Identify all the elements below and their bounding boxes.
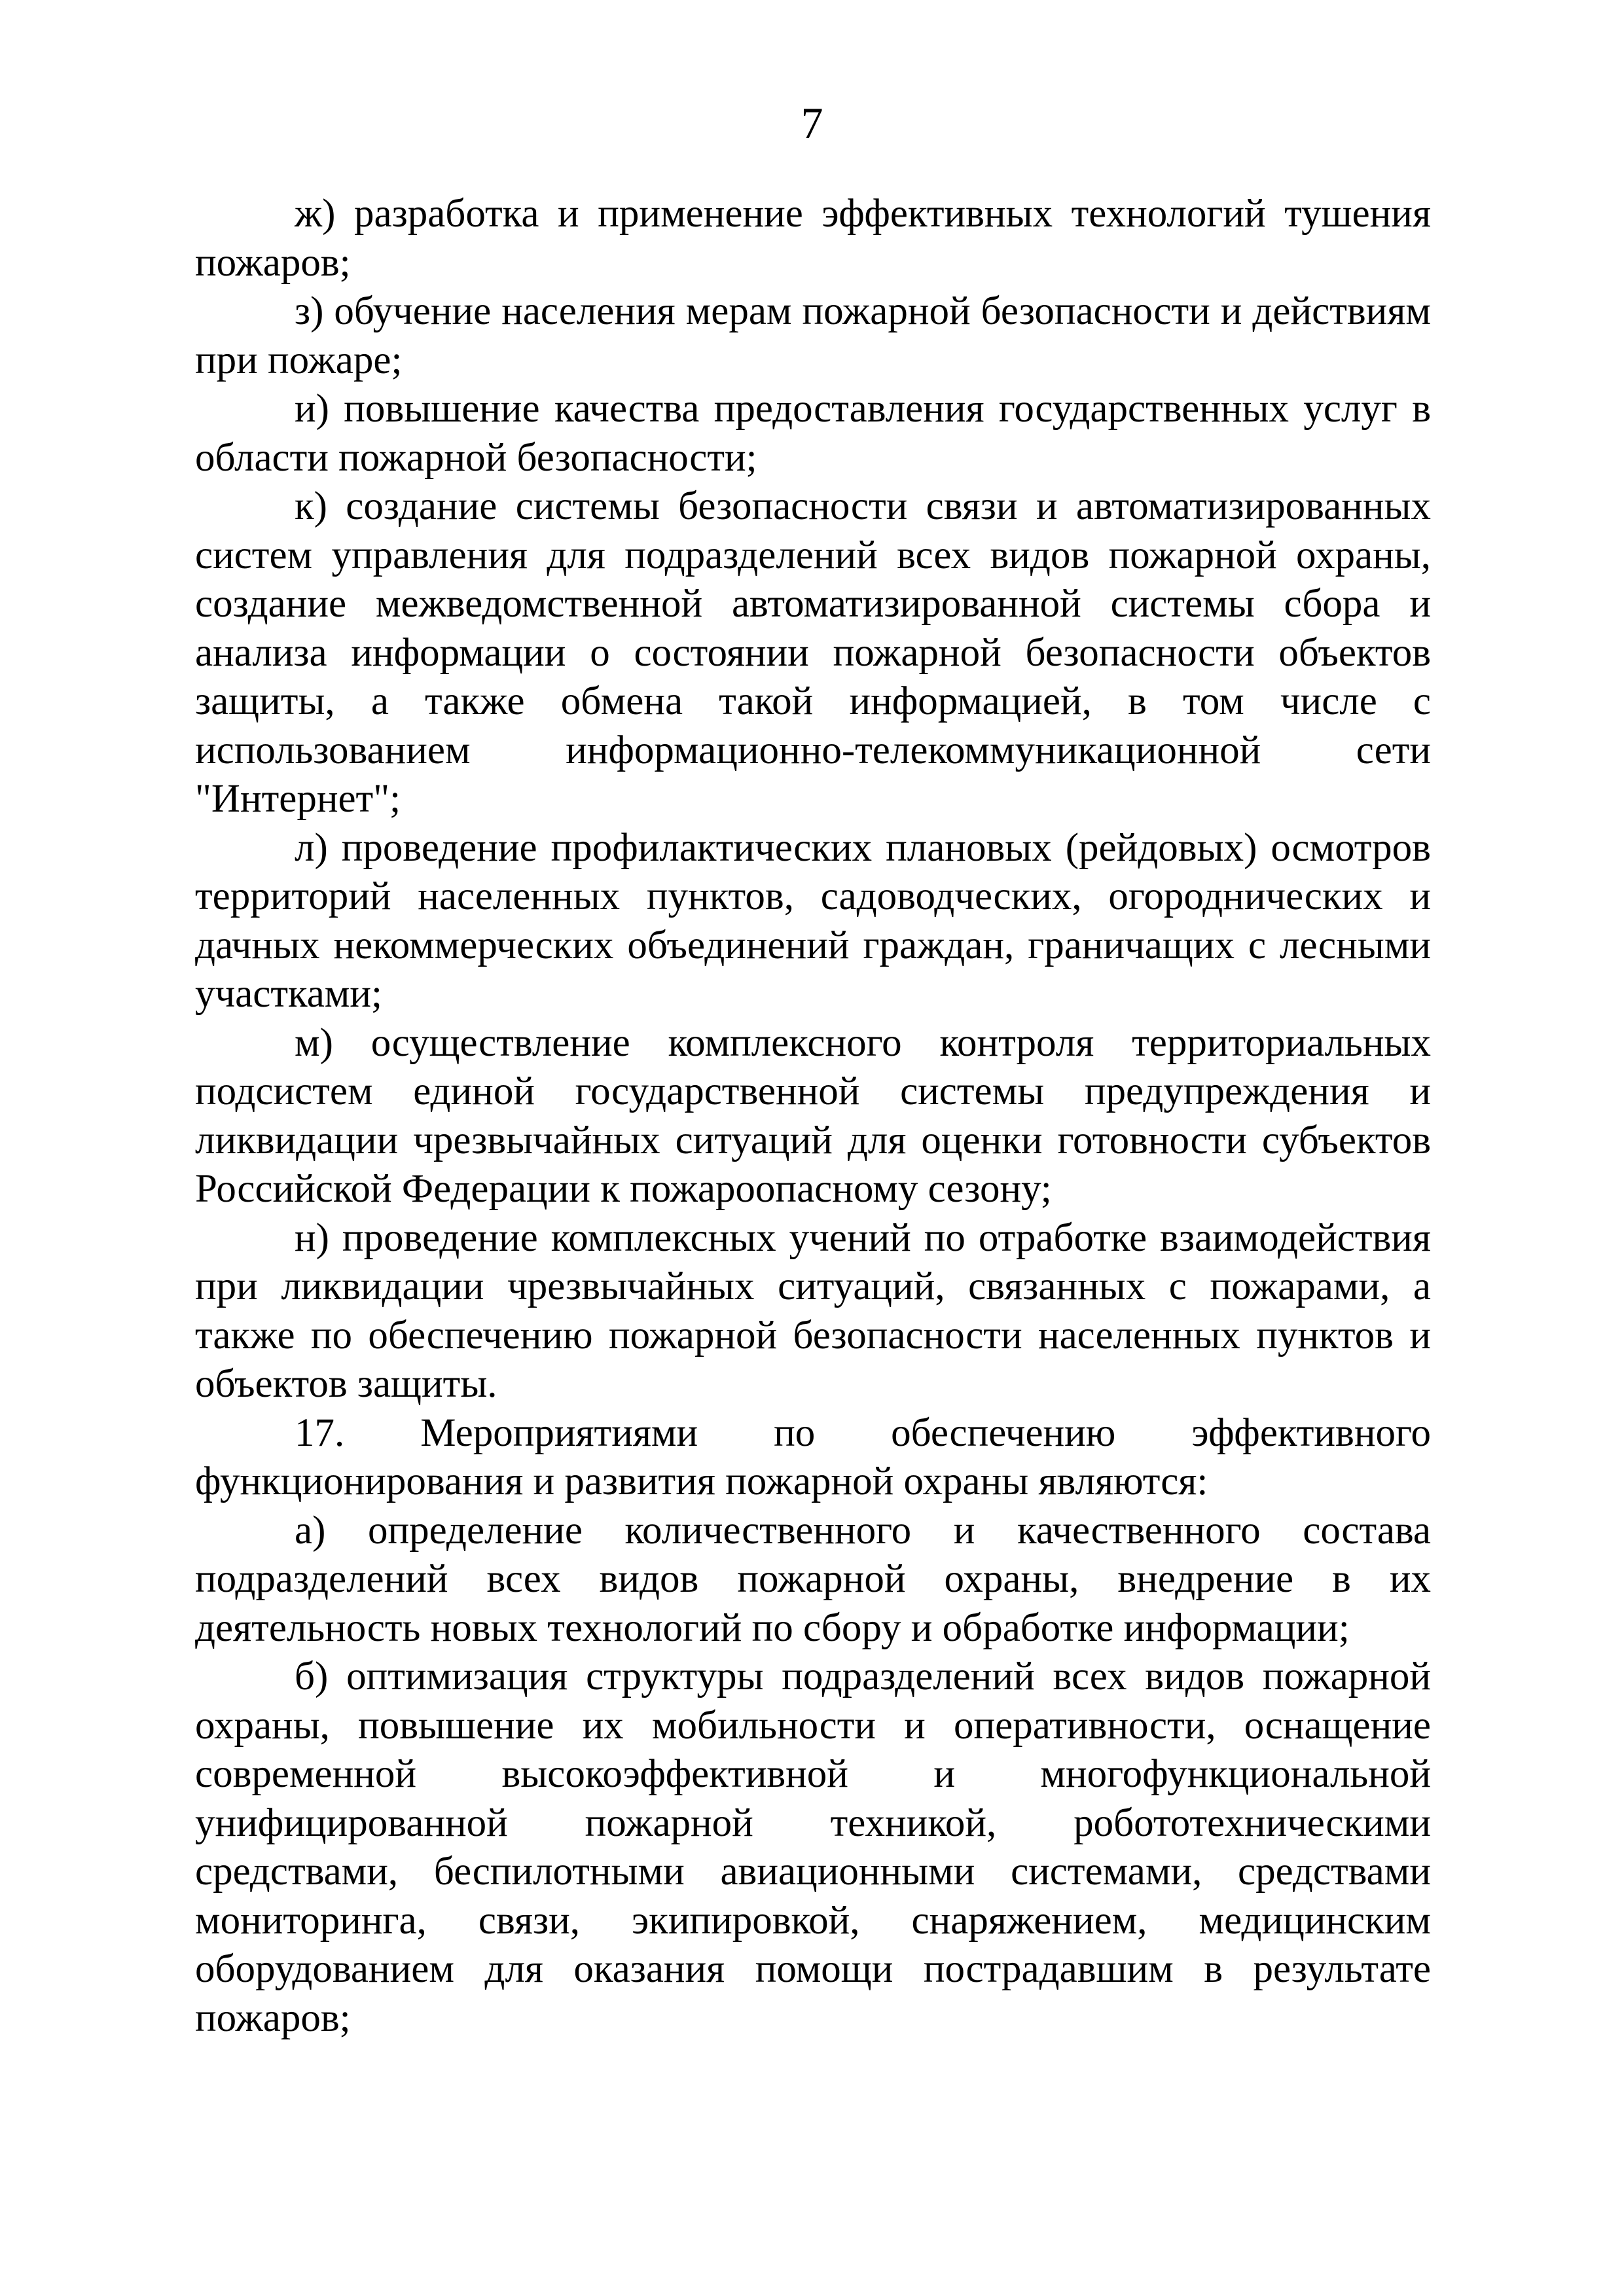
- paragraph-n: н) проведение комплексных учений по отработке взаимодействия при ликвидации чрезвычайных ситуаций, связанных с пожарами, а также по обеспечению пожарной безопасности населенных пунктов и объектов защиты.: [195, 1215, 1431, 1406]
- paragraph-l: л) проведение профилактических плановых (рейдовых) осмотров территорий населенных пунктов, садоводческих, огороднических и дачных некоммерческих объединений граждан, граничащих с лесными участками;: [195, 825, 1431, 1016]
- page-number: 7: [801, 98, 823, 148]
- paragraph-17: 17. Мероприятиями по обеспечению эффективного функционирования и развития пожарной охраны являются:: [195, 1410, 1431, 1503]
- paragraph-i: и) повышение качества предоставления государственных услуг в области пожарной безопасности;: [195, 387, 1431, 480]
- paragraph-b: б) оптимизация структуры подразделений всех видов пожарной охраны, повышение их мобильности и оперативности, оснащение современной высокоэффективной и многофункциональной унифицированной пожарной техникой, робототехническими средствами, беспилотными авиационными системами, средствами мониторинга, связи, экипировкой, снаряжением, медицинским оборудованием для оказания помощи пострадавшим в результате пожаров;: [195, 1655, 1431, 2040]
- paragraph-k: к) создание системы безопасности связи и автоматизированных систем управления для подразделений всех видов пожарной охраны, создание межведомственной автоматизированной системы сбора и анализа информации о состоянии пожарной безопасности объектов защиты, а также обмена такой информацией, в том числе с использованием информационно-телекоммуникационной сети "Интернет";: [195, 484, 1431, 821]
- paragraph-zh: ж) разработка и применение эффективных технологий тушения пожаров;: [195, 192, 1431, 285]
- paragraph-a: а) определение количественного и качественного состава подразделений всех видов пожарной охраны, внедрение в их деятельность новых технологий по сбору и обработке информации;: [195, 1508, 1431, 1650]
- paragraph-z: з) обучение населения мерам пожарной безопасности и действиям при пожаре;: [195, 289, 1431, 382]
- document-body: [195, 190, 1431, 2043]
- paragraph-m: м) осуществление комплексного контроля территориальных подсистем единой государственной системы предупреждения и ликвидации чрезвычайных ситуаций для оценки готовности субъектов Российской Федерации к пожароопасному сезону;: [195, 1020, 1431, 1211]
